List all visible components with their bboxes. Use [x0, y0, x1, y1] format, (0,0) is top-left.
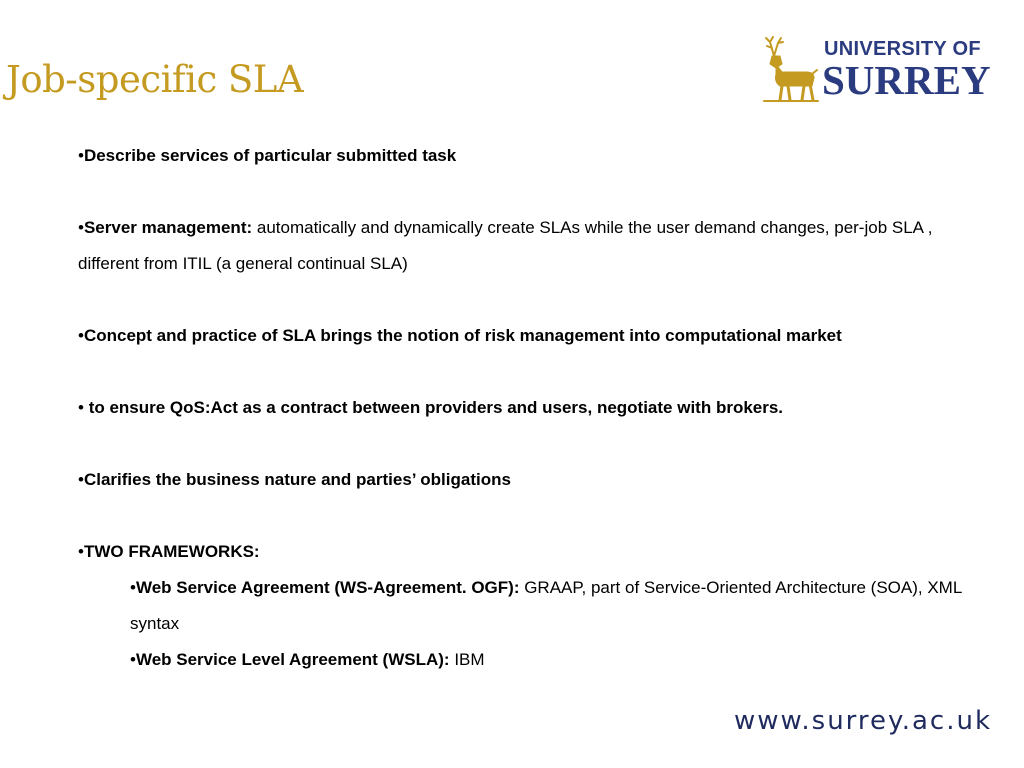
bullet-item: •Concept and practice of SLA brings the notion of risk management into computational market	[78, 326, 842, 345]
bullet-list	[78, 138, 998, 678]
sub-bullet-item: •Web Service Agreement (WS-Agreement. OGF): GRAAP, part of Service-Oriented Architecture (SOA), XML syntax	[130, 578, 962, 633]
bullet-item: •Describe services of particular submitted task	[78, 146, 457, 165]
sub-bullet-item: •Web Service Level Agreement (WSLA): IBM	[130, 650, 485, 669]
university-logo	[760, 32, 995, 107]
footer-url: www.surrey.ac.uk	[733, 706, 992, 736]
stag-icon	[760, 34, 820, 104]
bullet-item: •Clarifies the business nature and parties’ obligations	[78, 470, 511, 489]
slide-title: Job-specific SLA	[6, 58, 304, 101]
bullet-item: • to ensure QoS:Act as a contract between providers and users, negotiate with brokers.	[78, 398, 784, 417]
logo-text-university-of: UNIVERSITY OF	[824, 38, 981, 60]
logo-text-surrey: SURREY	[822, 57, 991, 103]
bullet-item: •Server management: automatically and dynamically create SLAs while the user demand changes, per-job SLA , different from ITIL (a general continual SLA)	[78, 218, 933, 273]
bullet-item: •TWO FRAMEWORKS:	[78, 542, 260, 561]
